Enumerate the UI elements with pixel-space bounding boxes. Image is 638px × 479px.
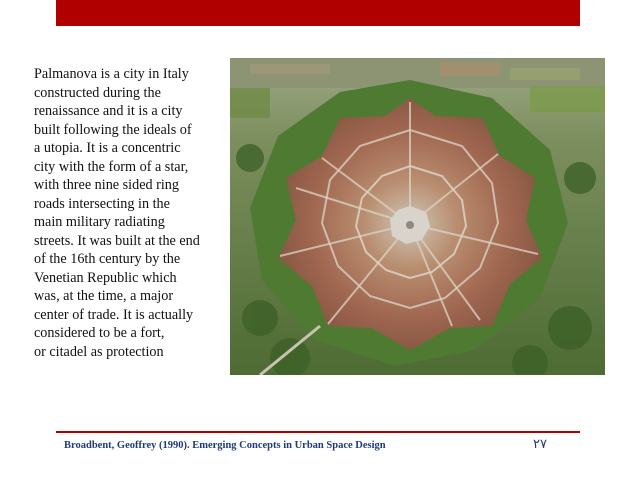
text-line: built following the ideals of bbox=[34, 121, 192, 138]
text-line: with three nine sided ring bbox=[34, 177, 179, 193]
citation: Broadbent, Geoffrey (1990). Emerging Concepts in Urban Space Design bbox=[64, 440, 386, 451]
text-line: considered to be a fort, bbox=[34, 325, 165, 341]
aerial-photo bbox=[230, 58, 605, 375]
text-line: main military radiating bbox=[34, 214, 165, 230]
text-line: center of trade. It is actually bbox=[34, 306, 194, 323]
text-line: city with the form of a star, bbox=[34, 158, 189, 175]
description-text bbox=[34, 65, 234, 361]
text-line: constructed during the bbox=[34, 84, 161, 101]
text-line: renaissance and it is a city bbox=[34, 103, 183, 119]
footer-divider bbox=[56, 431, 580, 433]
text-line: Venetian Republic which bbox=[34, 269, 177, 286]
text-line: of the 16th century by the bbox=[34, 251, 181, 267]
text-line: or citadel as protection bbox=[34, 343, 164, 360]
text-line: Palmanova is a city in Italy bbox=[34, 66, 189, 82]
header-bar bbox=[56, 0, 580, 26]
text-line: a utopia. It is a concentric bbox=[34, 140, 181, 156]
page-number: ٢٧ bbox=[533, 437, 547, 452]
text-line: roads intersecting in the bbox=[34, 195, 170, 212]
text-line: streets. It was built at the end bbox=[34, 232, 200, 249]
text-line: was, at the time, a major bbox=[34, 288, 174, 304]
